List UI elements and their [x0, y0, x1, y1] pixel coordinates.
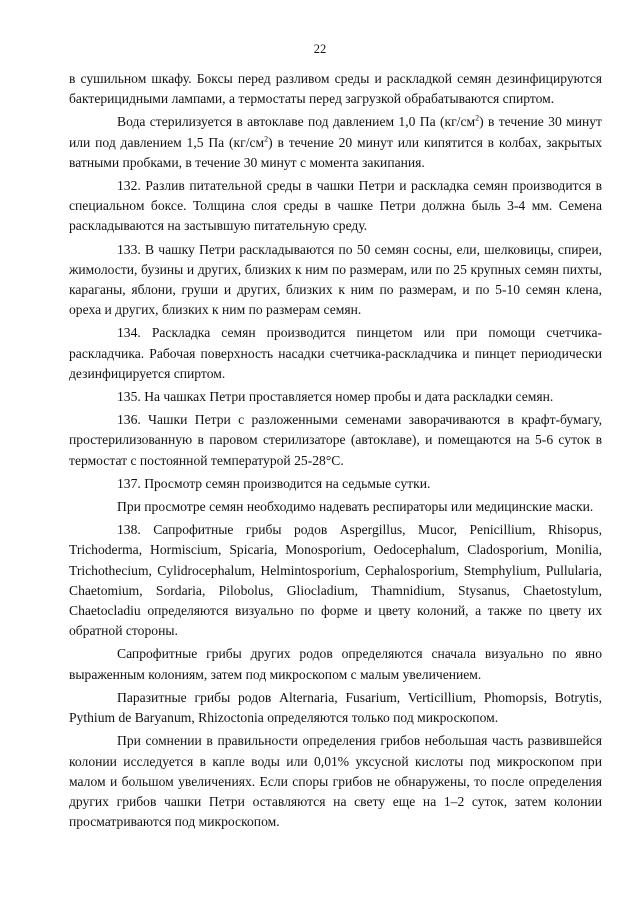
paragraph: 132. Разлив питательной среды в чашки Петри и раскладка семян производится в специальном боксе. Толщина слоя среды в чашке Петри должна быль 3-4 мм. Семена раскладываются на застывшую питательную среду. [69, 178, 602, 234]
paragraph: Вода стерилизуется в автоклаве под давлением 1,0 Па $(кг/см^2)$ в течение 30 минут или под давлением 1,5 Па $(кг/см^2)$ в течение 20 минут или кипятится в колбах, закрытых ватными пробками, в течение 30 минут с момента закипания. [69, 113, 602, 170]
superscript: 2 [475, 113, 480, 123]
paragraph: При просмотре семян необходимо надевать респираторы или медицинские маски. [117, 499, 594, 515]
paragraph: Сапрофитные грибы других родов определяются сначала визуально по явно выраженным колониям, затем под микроскопом с малым увеличением. [69, 646, 602, 682]
paragraph: 138. Сапрофитные грибы родов Aspergillus, Mucor, Penicillium, Rhisopus, Trichoderma, Hormiscium, Spicaria, Monosporium, Oedocephalum, Cladosporium, Monilia, Trichothecium, Cylidrocephalum, Helmintosporium, Cephalosporium, Stemphylium, Pullularia, Chaetomium, Sordaria, Pilobolus, Gliocladium, Thamnidium, Stysanus, Chaetostylum, Chaetocladiu определяются визуально по форме и цвету колоний, а также по цвету их обратной стороны. [69, 522, 602, 639]
paragraph: 136. Чашки Петри с разложенными семенами заворачиваются в крафт-бумагу, простерилизованную в паровом стерилизаторе (автоклаве), и помещаются на 5-6 суток в термостат с постоянной температурой 25-28°C. [69, 412, 602, 468]
paragraph: 135. На чашках Петри проставляется номер пробы и дата раскладки семян. [117, 389, 554, 405]
superscript: 2 [264, 134, 269, 144]
paragraph: в сушильном шкафу. Боксы перед разливом среды и раскладкой семян дезинфицируются бактерицидными лампами, а термостаты перед загрузкой обрабатываются спиртом. [69, 71, 602, 107]
paragraph: При сомнении в правильности определения грибов небольшая часть развившейся колонии исследуется в капле воды или 0,01% уксусной кислоты под микроскопом при малом и большом увеличениях. Если споры грибов не обнаружены, то после определения других грибов чашки Петри оставляются на свету еще на 1–2 суток, затем колонии просматриваются под микроскопом. [69, 733, 602, 830]
paragraph: 134. Раскладка семян производится пинцетом или при помощи счетчика-раскладчика. Рабочая поверхность насадки счетчика-раскладчика и пинцет периодически дезинфицируется спиртом. [69, 325, 602, 381]
page-number: 22 [313, 42, 327, 56]
paragraph: 137. Просмотр семян производится на седьмые сутки. [117, 475, 431, 491]
paragraph: 133. В чашку Петри раскладываются по 50 семян сосны, ели, шелковицы, спиреи, жимолости, бузины и других, близких к ним по размерам, или по 25 крупных семян пихты, караганы, яблони, груши и других, близких к ним по размерам, и по 5-10 семян клена, ореха и других, близких к ним по размерам семян. [69, 241, 602, 318]
document-body [69, 69, 602, 835]
paragraph: Паразитные грибы родов Alternaria, Fusarium, Verticillium, Phomopsis, Botrytis, Pythium de Baryanum, Rhizoctonia определяются только под микроскопом. [69, 689, 602, 726]
